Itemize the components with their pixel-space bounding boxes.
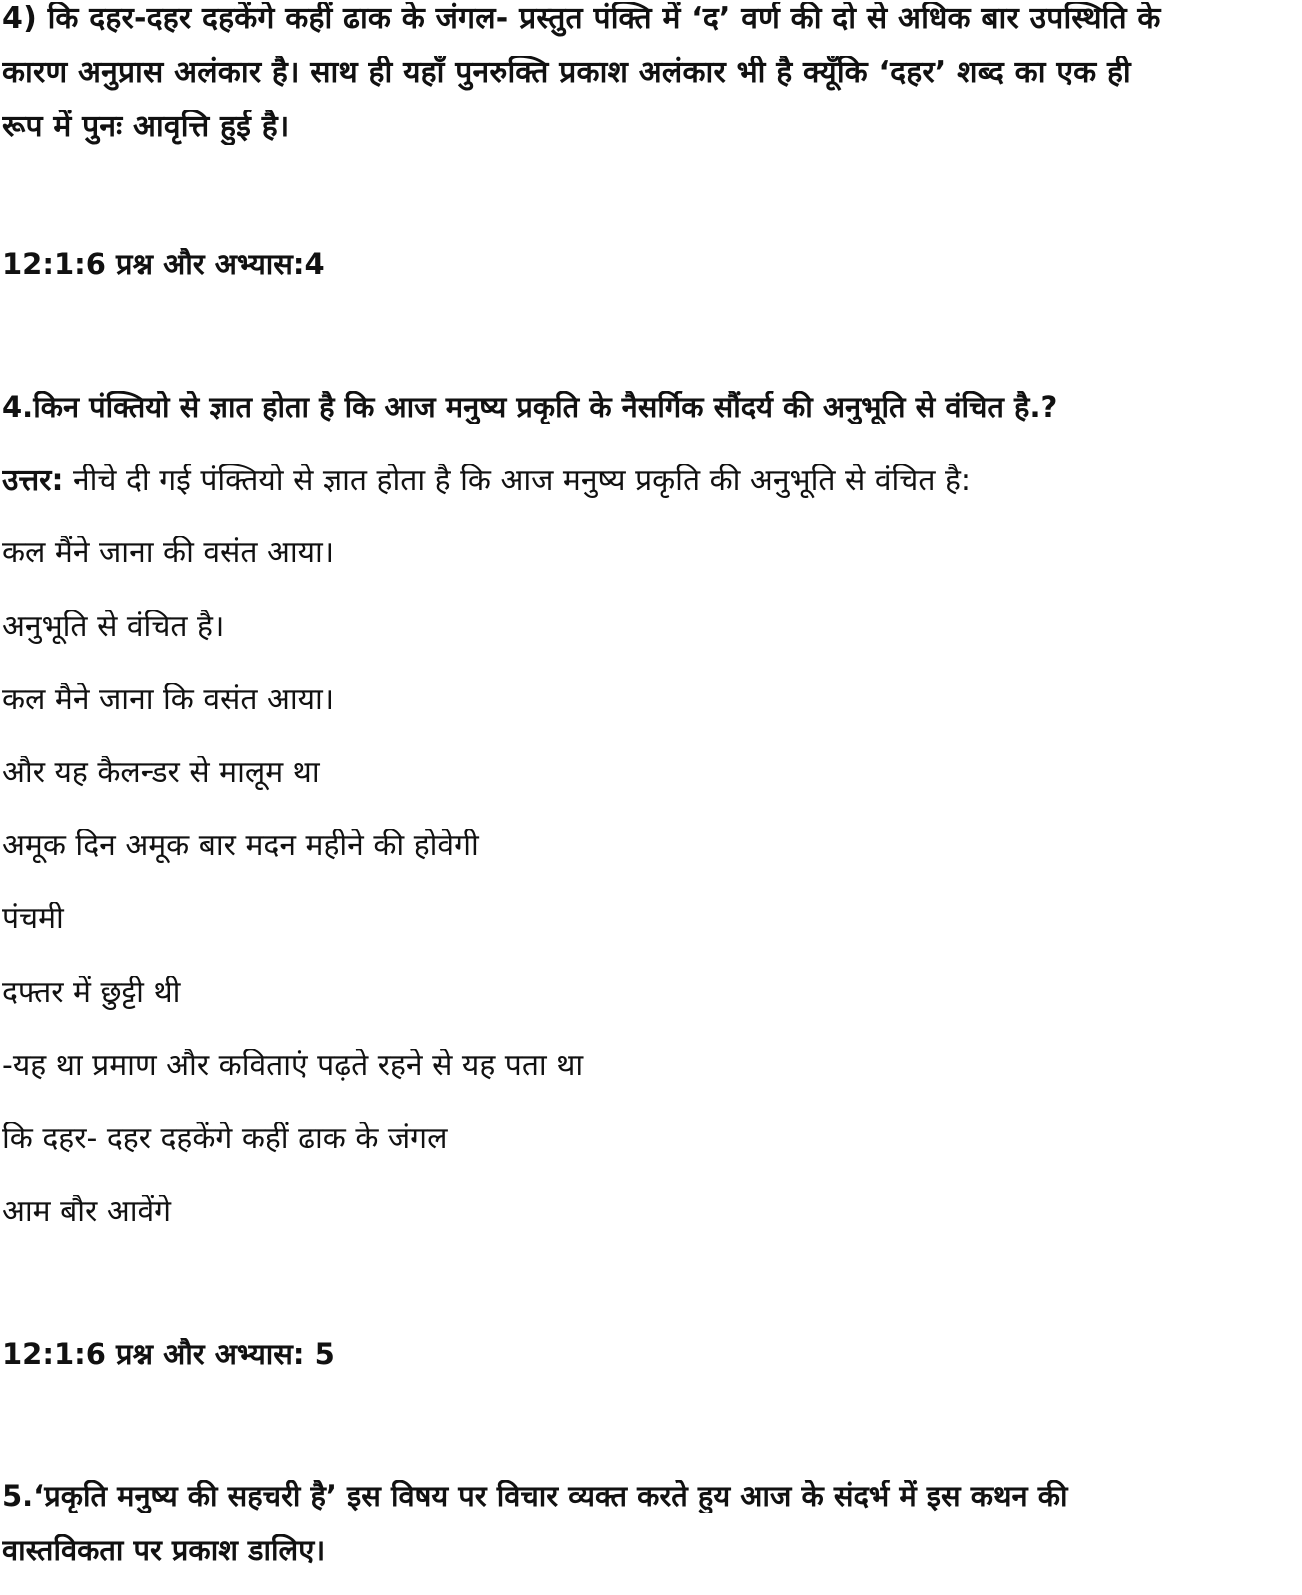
poem-line: पंचमी <box>2 902 64 936</box>
question-5-line-1: 5.‘प्रकृति मनुष्य की सहचरी है’ इस विषय पर विचार व्यक्त करते हुय आज के संदर्भ में इस कथन की <box>2 1480 1068 1513</box>
poem-line: आम बौर आवेंगे <box>2 1195 172 1229</box>
section-5-heading: 12:1:6 प्रश्न और अभ्यास: 5 <box>2 1338 335 1371</box>
question-4: 4.किन पंक्तियो से ज्ञात होता है कि आज मनुष्य प्रकृति के नैसर्गिक सौंदर्य की अनुभूति से वंचित है.? <box>2 391 1058 424</box>
section-4-heading: 12:1:6 प्रश्न और अभ्यास:4 <box>2 248 325 281</box>
poem-line: कि दहर- दहर दहकेंगे कहीं ढाक के जंगल <box>2 1122 448 1156</box>
intro-paragraph-line-3: रूप में पुनः आवृत्ति हुई है। <box>2 110 290 144</box>
intro-paragraph-line-2: कारण अनुप्रास अलंकार है। साथ ही यहाँ पुनरुक्ति प्रकाश अलंकार भी है क्यूँकि ‘दहर’ शब्द का एक ही <box>2 56 1131 90</box>
poem-line: अमूक दिन अमूक बार मदन महीने की होवेगी <box>2 829 479 863</box>
intro-paragraph-line-1: 4) कि दहर-दहर दहकेंगे कहीं ढाक के जंगल- प्रस्तुत पंक्ति में ‘द’ वर्ण की दो से अधिक बार उपस्थिति के <box>2 2 1161 36</box>
poem-line: कल मैने जाना कि वसंत आया। <box>2 683 335 717</box>
answer-text: नीचे दी गई पंक्तियो से ज्ञात होता है कि आज मनुष्य प्रकृति की अनुभूति से वंचित है: <box>63 464 971 498</box>
question-5-line-2: वास्तविकता पर प्रकाश डालिए। <box>2 1534 326 1567</box>
poem-line: दफ्तर में छुट्टी थी <box>2 976 181 1010</box>
answer-label: उत्तर: <box>2 464 64 498</box>
poem-line: -यह था प्रमाण और कविताएं पढ़ते रहने से यह पता था <box>2 1049 584 1083</box>
poem-line: कल मैंने जाना की वसंत आया। <box>2 536 335 570</box>
answer-4 <box>2 464 1298 499</box>
poem-line: अनुभूति से वंचित है। <box>2 610 225 644</box>
poem-line: और यह कैलन्डर से मालूम था <box>2 756 320 790</box>
